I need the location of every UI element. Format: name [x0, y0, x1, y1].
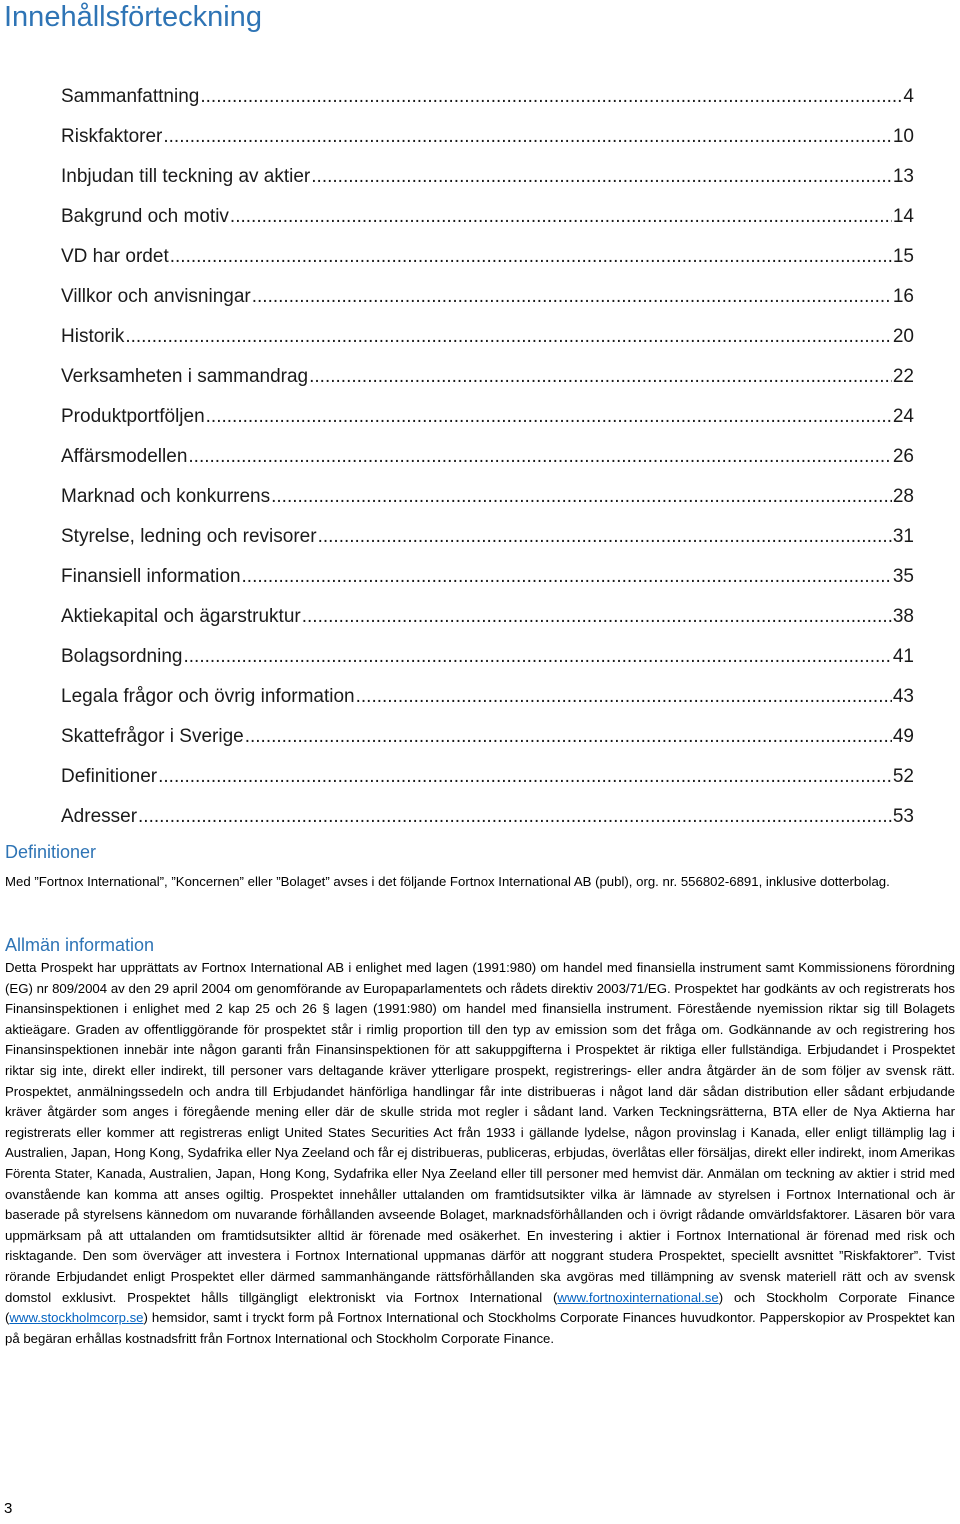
toc-entry-label: Definitioner — [61, 766, 158, 787]
toc-entry-label: Villkor och anvisningar — [61, 286, 251, 307]
fortnox-website-link[interactable]: www.fortnoxinternational.se — [557, 1289, 719, 1305]
toc-entry-page: 31 — [892, 526, 914, 547]
toc-entry-label: Sammanfattning — [61, 86, 200, 107]
toc-entry-page: 38 — [892, 606, 914, 627]
toc-entry-page: 41 — [892, 646, 914, 667]
toc-entry[interactable] — [61, 284, 914, 324]
toc-entry-label: VD har ordet — [61, 246, 169, 267]
toc-entry-label: Aktiekapital och ägarstruktur — [61, 606, 301, 627]
toc-dot-leader — [242, 564, 892, 590]
definitions-text: Med ”Fortnox International”, ”Koncernen” eller ”Bolaget” avses i det följande Fortnox International AB (publ), org. nr. 556802-6891, inklusive dotterbolag. — [5, 874, 890, 889]
toc-entry-page: 26 — [892, 446, 914, 467]
toc-entry-page: 28 — [892, 486, 914, 507]
toc-dot-leader — [200, 84, 902, 110]
toc-entry-page: 15 — [892, 246, 914, 267]
toc-entry[interactable] — [61, 724, 914, 764]
toc-entry-page: 43 — [892, 686, 914, 707]
toc-entry-page: 13 — [892, 166, 914, 187]
toc-entry-label: Produktportföljen — [61, 406, 205, 427]
toc-dot-leader — [206, 404, 892, 430]
toc-entry-label: Riskfaktorer — [61, 126, 163, 147]
toc-dot-leader — [271, 484, 892, 510]
toc-entry-page: 53 — [892, 806, 914, 827]
toc-entry-label: Bolagsordning — [61, 646, 183, 667]
toc-dot-leader — [230, 204, 892, 230]
toc-entry[interactable] — [61, 804, 914, 844]
toc-entry[interactable] — [61, 484, 914, 524]
toc-entry-page: 14 — [892, 206, 914, 227]
toc-dot-leader — [356, 684, 892, 710]
toc-entry-label: Adresser — [61, 806, 138, 827]
toc-entry-page: 10 — [892, 126, 914, 147]
toc-dot-leader — [170, 244, 892, 270]
general-text-part-3: ) hemsidor, samt i tryckt form på Fortnox International och Stockholms Corporate Finances huvudkontor. Papperskopior av Prospektet kan på begäran erhållas kostnadsfritt från Fortnox International och Stockholm Corporate Finance. — [5, 1310, 955, 1346]
general-information-text — [5, 958, 955, 1349]
toc-entry-label: Historik — [61, 326, 125, 347]
toc-entry-page: 16 — [892, 286, 914, 307]
toc-entry-page: 20 — [892, 326, 914, 347]
toc-entry-label: Inbjudan till teckning av aktier — [61, 166, 311, 187]
toc-entry-label: Finansiell information — [61, 566, 241, 587]
toc-entry-page: 24 — [892, 406, 914, 427]
page-number: 3 — [4, 1500, 13, 1517]
toc-entry[interactable] — [61, 84, 914, 124]
table-of-contents — [61, 84, 914, 844]
toc-entry[interactable] — [61, 404, 914, 444]
toc-entry[interactable] — [61, 364, 914, 404]
toc-entry-label: Verksamheten i sammandrag — [61, 366, 309, 387]
page-title: Innehållsförteckning — [4, 1, 262, 33]
toc-dot-leader — [302, 604, 892, 630]
toc-entry-label: Styrelse, ledning och revisorer — [61, 526, 317, 547]
toc-entry-label: Legala frågor och övrig information — [61, 686, 355, 707]
definitions-heading: Definitioner — [5, 842, 97, 862]
toc-entry[interactable] — [61, 164, 914, 204]
toc-entry[interactable] — [61, 204, 914, 244]
toc-entry[interactable] — [61, 644, 914, 684]
toc-entry[interactable] — [61, 764, 914, 804]
toc-dot-leader — [318, 524, 892, 550]
toc-dot-leader — [158, 764, 892, 790]
toc-dot-leader — [188, 444, 891, 470]
toc-dot-leader — [183, 644, 891, 670]
toc-entry-label: Affärsmodellen — [61, 446, 188, 467]
toc-entry-page: 49 — [892, 726, 914, 747]
toc-dot-leader — [309, 364, 892, 390]
general-text-part-2: ) och Stockholm Corporate Finance ( — [5, 1289, 956, 1326]
toc-entry-label: Bakgrund och motiv — [61, 206, 229, 227]
toc-dot-leader — [252, 284, 892, 310]
toc-dot-leader — [163, 124, 892, 150]
toc-entry[interactable] — [61, 124, 914, 164]
toc-entry-page: 35 — [892, 566, 914, 587]
toc-entry[interactable] — [61, 604, 914, 644]
toc-entry-page: 22 — [892, 366, 914, 387]
toc-entry-page: 52 — [892, 766, 914, 787]
toc-entry-page: 4 — [903, 86, 914, 107]
toc-entry-label: Skattefrågor i Sverige — [61, 726, 244, 747]
toc-dot-leader — [245, 724, 892, 750]
toc-dot-leader — [311, 164, 892, 190]
general-text-part-1: Detta Prospekt har upprättats av Fortnox International AB i enlighet med lagen (1991:980) om handel med finansiella instrument samt Kommissionens förordning (EG) nr 809/2004 av den 29 april 2004 om genomförande av Europaparlamentets och rådets direktiv 2003/71/EG. Prospektet har godkänts av och registrerats hos Finansinspektionen i enlighet med 2 kap 25 och 26 § lagen (1991:980) om handel med finansiella instrument. Förestående nyemission riktar sig till Bolagets aktieägare. Graden av offentliggörande för prospektet står i rimlig proportion till den typ av emission som det fråga om. Godkännande av och registrering hos Finansinspektionen innebär inte någon garanti från Finansinspektionen för att sakuppgifterna i Prospektet är riktiga eller fullständiga. Erbjudandet i Prospektet riktar sig inte, direkt eller indirekt, till personer vars deltagande kräver ytterligare prospekt, registrerings- eller andra åtgärder än de som följer av svensk rätt. Prospektet, anmälningssedeln och andra till Erbjudandet hänförliga handlingar får inte distribueras i något land där sådan distribution eller sådant erbjudande kräver åtgärder som anges i föregående mening eller där de skulle strida mot regler i sådant land. Varken Teckningsrätterna, BTA eller de Nya Aktierna har registrerats eller kommer att registreras enligt United States Securities Act från 1933 i gällande lydelse, någon provinslag i Kanada, eller enligt tillämplig lag i Australien, Japan, Hong Kong, Sydafrika eller Nya Zeeland och får ej distribueras, publiceras, erbjudas, överlåtas eller försäljas, direkt eller indirekt, inom Amerikas Förenta Stater, Kanada, Australien, Japan, Hong Kong, Sydafrika eller Nya Zeeland eller till personer med hemvist där. Anmälan om teckning av aktier i strid med ovanstående kan komma att anses ogiltig. Prospektet innehåller uttalanden om framtidsutsikter vilka är lämnade av styrelsen i Fortnox International och är baserade på styrelsens kännedom om nuvarande förhållanden avseende Bolaget, marknadsförhållanden och i övrigt rådande omvärldsfaktorer. Läsaren bör vara uppmärksam på att uttalanden om framtidsutsikter alltid är förenade med osäkerhet. En investering i aktier i Fortnox International är förenad med risk och risktagande. Den som överväger att investera i Fortnox International uppmanas därför att noggrant studera Prospektet, speciellt avsnittet ”Riskfaktorer”. Tvist rörande Erbjudandet enligt Prospektet eller därmed sammanhängande rättsförhållanden ska avgöras med tillämpning av svensk materiell rätt och av svensk domstol exklusivt. Prospektet hålls tillgängligt elektroniskt via Fortnox International ( — [5, 960, 955, 1305]
toc-entry[interactable] — [61, 684, 914, 724]
stockholmcorp-website-link[interactable]: www.stockholmcorp.se — [9, 1310, 144, 1326]
toc-entry[interactable] — [61, 524, 914, 564]
general-information-heading: Allmän information — [5, 935, 155, 955]
toc-dot-leader — [138, 804, 892, 830]
toc-dot-leader — [125, 324, 892, 350]
toc-entry-label: Marknad och konkurrens — [61, 486, 271, 507]
toc-entry[interactable] — [61, 564, 914, 604]
toc-entry[interactable] — [61, 444, 914, 484]
toc-entry[interactable] — [61, 244, 914, 284]
toc-entry[interactable] — [61, 324, 914, 364]
